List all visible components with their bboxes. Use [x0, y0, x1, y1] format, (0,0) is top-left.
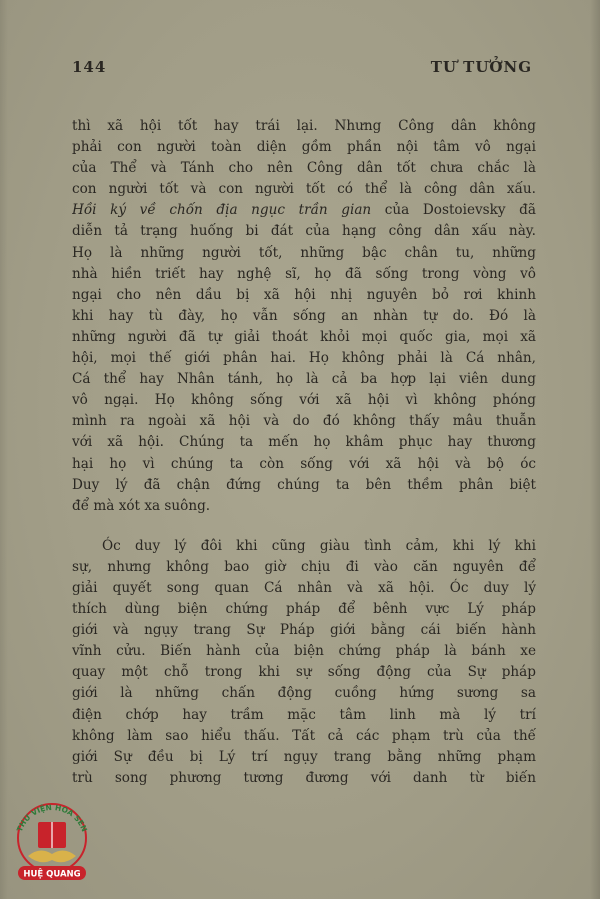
- paragraph-2: [72, 536, 536, 789]
- text-line: trù song phương tương đương với danh từ biến: [72, 769, 536, 786]
- text-line: những người đã tự giải thoát khỏi mọi quốc gia, mọi xã: [72, 328, 536, 345]
- lotus-seal-icon: [10, 796, 94, 886]
- text-fragment: của Dostoievsky đã: [371, 202, 536, 219]
- text-line: Họ là những người tốt, những bậc chân tu, những: [72, 244, 536, 261]
- text-line: Óc duy lý đôi khi cũng giàu tình cảm, khi lý khi: [102, 537, 536, 554]
- text-line: mình ra ngoài xã hội và do đó không thấy mâu thuẫn: [72, 413, 536, 430]
- text-line: với xã hội. Chúng ta mến họ khâm phục hay thương: [72, 434, 536, 451]
- page-edge-shading: [0, 0, 8, 899]
- text-line: diễn tả trạng huống bi đát của hạng công dân xấu này.: [72, 223, 536, 240]
- text-line: phải con người toàn diện gồm phần nội tâm vô ngại: [72, 139, 536, 156]
- text-line: Duy lý đã chận đứng chúng ta bên thềm phân biệt: [72, 476, 536, 493]
- paragraph-1: [72, 116, 536, 517]
- body-text: [72, 116, 536, 789]
- stamp-ring-text: THƯ VIỆN HOA SEN: [14, 802, 90, 834]
- page-number: 144: [72, 58, 107, 76]
- text-line: Cá thể hay Nhân tánh, họ là cả ba hợp lại viên dung: [72, 371, 536, 388]
- text-line: sự, nhưng không bao giờ chịu đi vào căn nguyên để: [72, 558, 536, 575]
- text-line: điện chớp hay trầm mặc tâm linh mà lý trí: [72, 706, 536, 723]
- text-line: nhà hiền triết hay nghệ sĩ, họ đã sống trong vòng vô: [72, 265, 536, 282]
- text-line: hội, mọi thế giới phân hai. Họ không phải là Cá nhân,: [72, 350, 536, 367]
- text-line: giới là những chấn động cuồng hứng sương sa: [72, 685, 536, 702]
- running-title: TƯ TƯỞNG: [430, 58, 532, 76]
- text-line: giới Sự đều bị Lý trí ngụy trang bằng những phạm: [72, 748, 536, 765]
- text-line: thích dùng biện chứng pháp để bênh vực Lý pháp: [72, 601, 536, 618]
- text-line-with-title: [72, 200, 536, 221]
- text-line: không làm sao hiểu thấu. Tất cả các phạm trù của thế: [72, 727, 536, 744]
- text-line: con người tốt và con người tốt có thể là công dân xấu.: [72, 181, 536, 198]
- text-line: hại họ vì chúng ta còn sống với xã hội và bộ óc: [72, 455, 536, 472]
- text-line: ngại cho nên dầu bị xã hội nhị nguyên bỏ rơi khinh: [72, 286, 536, 303]
- text-line: để mà xót xa suông.: [72, 497, 211, 514]
- text-line: khi hay tù đày, họ vẫn sống an nhàn tự do. Đó là: [72, 307, 536, 324]
- text-line: giải quyết song quan Cá nhân và xã hội. Óc duy lý: [72, 579, 536, 596]
- text-line: giới và ngụy trang Sự Pháp giới bằng cái biến hành: [72, 622, 536, 639]
- library-stamp: [10, 796, 94, 886]
- book-title: Hồi ký về chốn địa ngục trần gian: [72, 202, 372, 219]
- text-line: quay một chỗ trong khi sự sống động của Sự pháp: [72, 664, 536, 681]
- text-line: vô ngại. Họ không sống với xã hội vì không phóng: [72, 392, 536, 409]
- text-line: của Thể và Tánh cho nên Công dân tốt chưa chắc là: [72, 160, 536, 177]
- spine-shading: [590, 0, 600, 899]
- stamp-name: HUỆ QUANG: [23, 869, 81, 880]
- text-line: vĩnh cửu. Biến hành của biện chứng pháp là bánh xe: [72, 643, 536, 660]
- text-line: thì xã hội tốt hay trái lại. Nhưng Công dân không: [72, 118, 536, 134]
- running-header: [72, 58, 532, 82]
